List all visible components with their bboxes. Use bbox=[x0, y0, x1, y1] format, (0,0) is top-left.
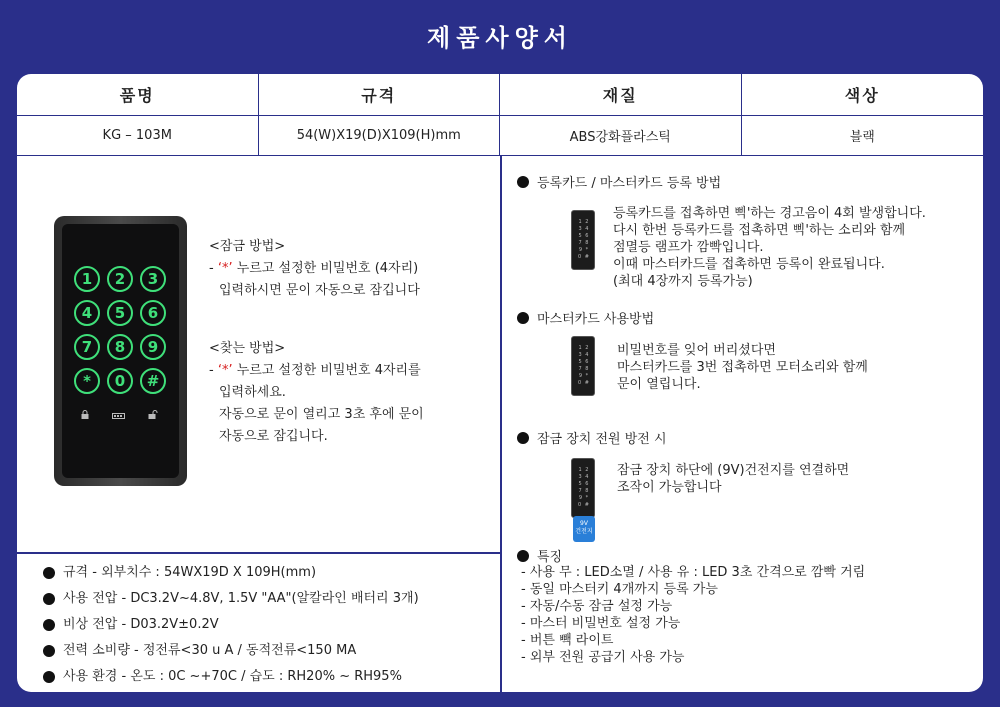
spec-item: 사용 전압 - DC3.2V~4.8V, 1.5V "AA"(알칼라인 배터리 3개) bbox=[43, 586, 419, 612]
open-method bbox=[209, 338, 424, 448]
bullet-icon bbox=[43, 671, 55, 683]
register-description: 등록카드를 접촉하면 삑'하는 경고음이 4회 발생합니다. 다시 한번 등록카드를 접촉하면 삑'하는 소리와 함께 점멸등 램프가 깜빡입니다. 이때 마스터카드를 접촉하면 등록이 완료됩니다. (최대 4장까지 등록가능) bbox=[613, 206, 926, 289]
lock-icon bbox=[81, 410, 89, 421]
table-value-row bbox=[17, 116, 983, 156]
master-description: 비밀번호를 잊어 버리셨다면 마스터카드를 3번 접촉하면 모터소리와 함께 문이 열립니다. bbox=[617, 343, 868, 392]
bullet-icon bbox=[517, 432, 529, 444]
value-product-name: KG – 103M bbox=[17, 116, 259, 155]
open-method-line4: 자동으로 잠깁니다. bbox=[219, 429, 328, 444]
left-section-divider bbox=[17, 552, 500, 554]
mini-keypad-icon: 1 2 3 4 5 6 7 8 9 * 0 # bbox=[571, 336, 595, 396]
key-6: 6 bbox=[140, 300, 166, 326]
spec-list bbox=[43, 560, 419, 690]
open-method-star-key: ‘*’ bbox=[217, 363, 233, 378]
key-0: 0 bbox=[107, 368, 133, 394]
unlock-icon bbox=[148, 410, 158, 421]
key-1: 1 bbox=[74, 266, 100, 292]
open-method-heading: <찾는 방법> bbox=[209, 341, 286, 356]
lock-method-prefix: - bbox=[209, 261, 218, 276]
spec-item: 비상 전압 - D03.2V±0.2V bbox=[43, 612, 419, 638]
keypad-face bbox=[62, 224, 179, 478]
list-item: - 버튼 빽 라이트 bbox=[521, 633, 614, 648]
bullet-icon bbox=[517, 550, 529, 562]
list-item: - 동일 마스터키 4개까지 등록 가능 bbox=[521, 582, 718, 597]
keypad-device-image bbox=[54, 216, 187, 486]
header-color: 색상 bbox=[844, 86, 880, 105]
discharge-section-title: 잠금 장치 전원 방전 시 bbox=[517, 428, 667, 447]
spec-sheet bbox=[17, 74, 983, 692]
key-9: 9 bbox=[140, 334, 166, 360]
key-hash: # bbox=[140, 368, 166, 394]
header-product-name: 품명 bbox=[17, 74, 259, 115]
register-section-title: 등록카드 / 마스터카드 등록 방법 bbox=[517, 172, 721, 191]
9v-battery-icon: 9V 건전지 bbox=[573, 516, 595, 542]
battery-icon bbox=[112, 412, 126, 421]
value-material: ABS강화플라스틱 bbox=[500, 116, 742, 155]
bullet-icon bbox=[43, 645, 55, 657]
key-2: 2 bbox=[107, 266, 133, 292]
bullet-icon bbox=[43, 619, 55, 631]
discharge-description: 잠금 장치 하단에 (9V)건전지를 연결하면 조작이 가능합니다 bbox=[617, 463, 850, 495]
value-dimensions: 54(W)X19(D)X109(H)mm bbox=[259, 116, 501, 155]
header-material: 재질 bbox=[500, 74, 742, 115]
open-method-line1: 누르고 설정한 비밀번호 4자리를 bbox=[232, 363, 421, 378]
table-header-row bbox=[17, 74, 983, 116]
spec-item: 규격 - 외부치수 : 54WX19D X 109H(mm) bbox=[43, 560, 419, 586]
list-item: - 외부 전원 공급기 사용 가능 bbox=[521, 650, 685, 665]
list-item: - 사용 무 : LED소멸 / 사용 유 : LED 3초 간격으로 깜빡 거림 bbox=[521, 565, 866, 580]
bullet-icon bbox=[517, 176, 529, 188]
spec-item: 사용 환경 - 온도 : 0C ~+70C / 습도 : RH20% ~ RH95% bbox=[43, 664, 419, 690]
key-7: 7 bbox=[74, 334, 100, 360]
lock-method-star-key: ‘*’ bbox=[217, 261, 233, 276]
key-8: 8 bbox=[107, 334, 133, 360]
lock-method bbox=[209, 236, 420, 302]
bullet-icon bbox=[517, 312, 529, 324]
key-4: 4 bbox=[74, 300, 100, 326]
column-divider bbox=[500, 156, 502, 692]
key-star: * bbox=[74, 368, 100, 394]
open-method-line2: 입력하세요. bbox=[219, 385, 286, 400]
list-item: - 마스터 비밀번호 설정 가능 bbox=[521, 616, 681, 631]
open-method-prefix: - bbox=[209, 363, 218, 378]
key-3: 3 bbox=[140, 266, 166, 292]
mini-keypad-icon: 1 2 3 4 5 6 7 8 9 * 0 # bbox=[571, 210, 595, 270]
value-color: 블랙 bbox=[849, 130, 875, 145]
key-5: 5 bbox=[107, 300, 133, 326]
bullet-icon bbox=[43, 567, 55, 579]
lock-method-line1: 누르고 설정한 비밀번호 (4자리) bbox=[232, 261, 419, 276]
lock-method-line2: 입력하시면 문이 자동으로 잠깁니다 bbox=[219, 283, 420, 298]
spec-item: 전력 소비량 - 정전류<30 u A / 동적전류<150 MA bbox=[43, 638, 419, 664]
lock-method-heading: <잠금 방법> bbox=[209, 239, 286, 254]
open-method-line3: 자동으로 문이 열리고 3초 후에 문이 bbox=[219, 407, 424, 422]
features-list bbox=[521, 564, 865, 666]
features-section-title: 특징 bbox=[517, 546, 562, 565]
mini-keypad-icon: 1 2 3 4 5 6 7 8 9 * 0 # bbox=[571, 458, 595, 518]
master-section-title: 마스터카드 사용방법 bbox=[517, 308, 654, 327]
list-item: - 자동/수동 잠금 설정 가능 bbox=[521, 599, 673, 614]
header-dimensions: 규격 bbox=[259, 74, 501, 115]
bullet-icon bbox=[43, 593, 55, 605]
page-title: 제품사양서 bbox=[427, 24, 573, 52]
